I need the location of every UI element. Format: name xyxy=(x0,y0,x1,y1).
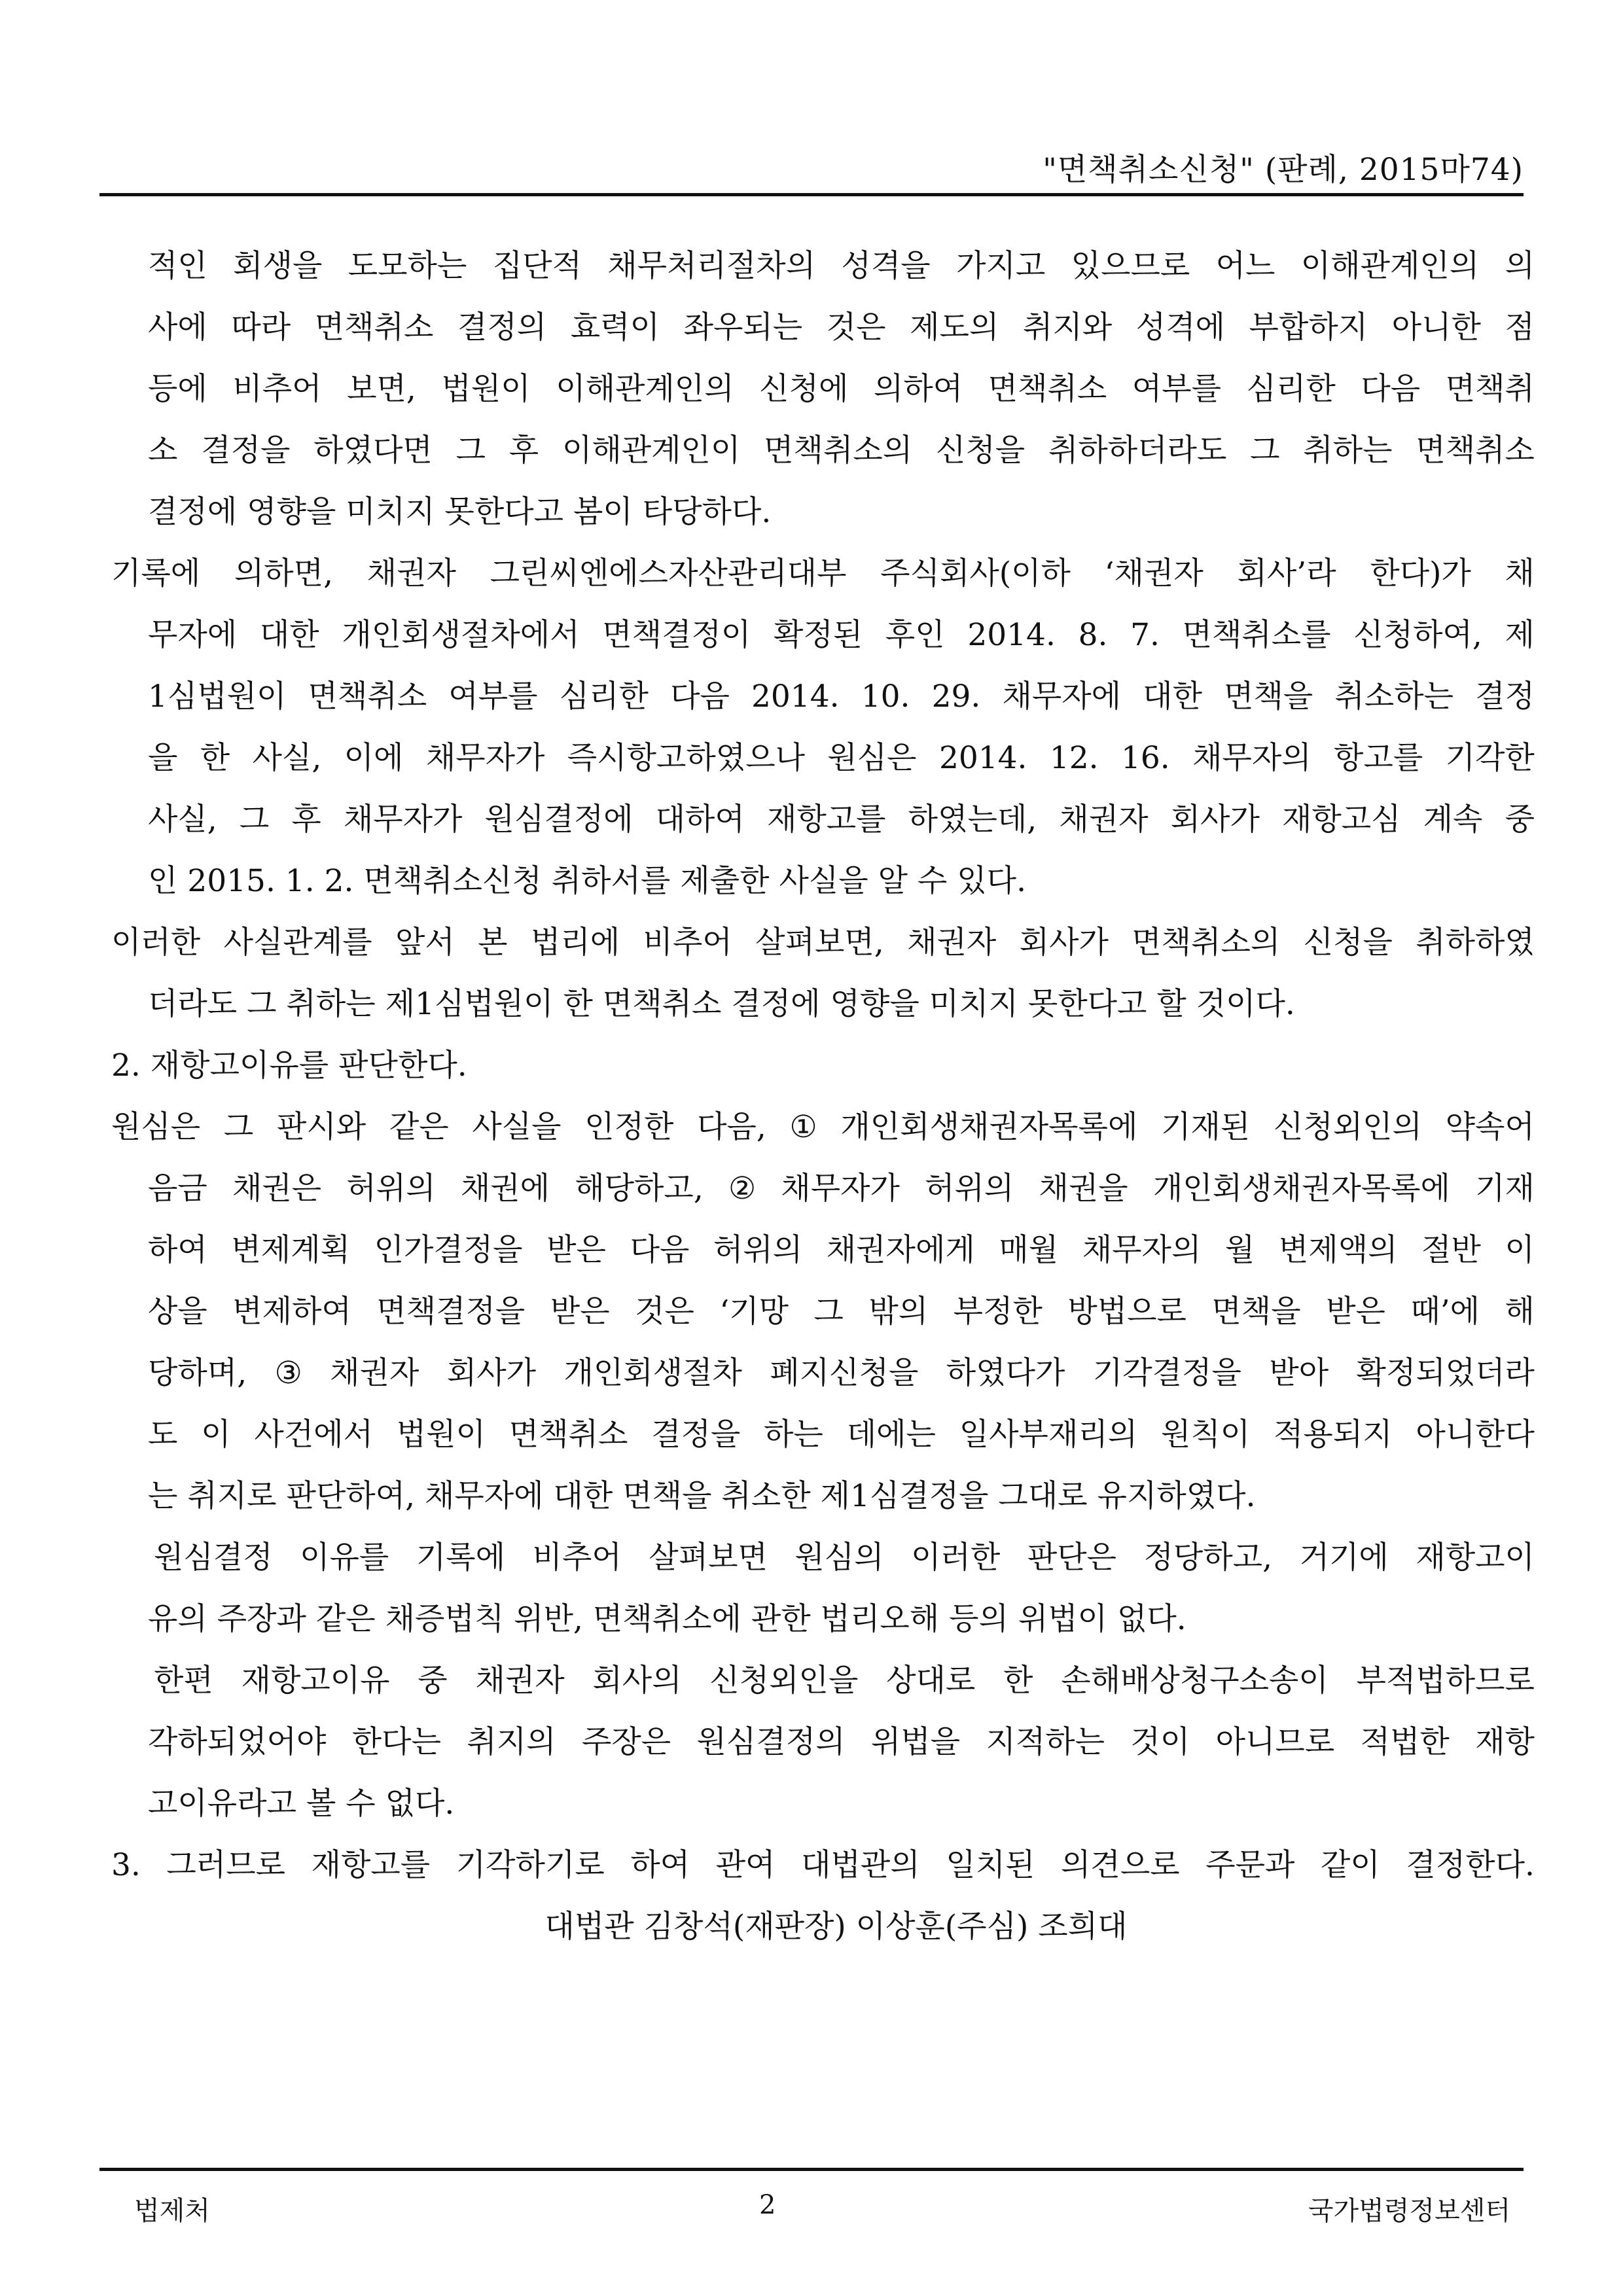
word: 살펴보면 xyxy=(649,1540,768,1576)
word: 16. xyxy=(1120,740,1170,776)
word: 면책결정을 xyxy=(376,1294,526,1330)
word: 허위의 xyxy=(346,1171,436,1207)
word: 여부를 xyxy=(448,679,538,715)
word: 중 xyxy=(1505,802,1535,838)
word: 3. xyxy=(111,1847,141,1883)
word: 하였다면 xyxy=(313,433,433,468)
word: 취하하더라도 xyxy=(1048,433,1227,468)
text-line xyxy=(111,543,1535,605)
word: 회사가 xyxy=(446,1355,537,1391)
footer-source: 국가법령정보센터 xyxy=(1308,2196,1510,2226)
word: 채무처리절차의 xyxy=(607,248,816,284)
word: 아니한다 xyxy=(1416,1417,1535,1453)
word: 취지와 xyxy=(1022,309,1113,345)
word: 결정을 xyxy=(201,433,291,468)
word: 관여 xyxy=(715,1847,776,1883)
word: 여부를 xyxy=(1132,371,1222,407)
word: 기재된 xyxy=(1161,1109,1251,1145)
word: 하는 xyxy=(764,1417,823,1453)
word: 다음 xyxy=(630,1232,690,1268)
word: 지적하는 xyxy=(986,1724,1105,1760)
word: 항고를 xyxy=(1334,740,1423,776)
word: 아니므로 xyxy=(1215,1724,1335,1760)
word: 채무자가 xyxy=(425,740,545,776)
word: 기각한 xyxy=(1445,740,1535,776)
text-line xyxy=(111,1343,1535,1404)
word: 10. xyxy=(861,679,910,715)
word: 일사부재리의 xyxy=(959,1417,1138,1453)
word: 대하여 xyxy=(655,802,745,838)
word: 면책취소 xyxy=(308,679,427,715)
word: 의하여 xyxy=(873,371,963,407)
word: 취하하였 xyxy=(1416,925,1535,961)
word: 재항고심 xyxy=(1281,802,1401,838)
word: 다음 xyxy=(670,679,730,715)
word: 따라 xyxy=(231,309,291,345)
word: 절반 xyxy=(1421,1232,1481,1268)
word: ① xyxy=(789,1109,817,1145)
word: 후 xyxy=(508,433,539,468)
word: 채권을 xyxy=(1039,1171,1128,1207)
word: 한 xyxy=(200,740,230,776)
text-line xyxy=(111,1835,1535,1896)
word: 29. xyxy=(931,679,981,715)
word: 신청하여, xyxy=(1353,617,1482,653)
word: 결정한다. xyxy=(1406,1847,1535,1883)
word: 해 xyxy=(1505,1294,1535,1330)
word: 같이 xyxy=(1320,1847,1380,1883)
word: 때’에 xyxy=(1410,1294,1480,1330)
word: 손해배상청구소송이 xyxy=(1061,1663,1329,1699)
word: 회사가 xyxy=(1170,802,1260,838)
word: 한다는 xyxy=(351,1724,441,1760)
word: 기록에 xyxy=(111,556,201,592)
word: 면책결정이 xyxy=(602,617,751,653)
word: 제도의 xyxy=(910,309,999,345)
word: 매월 xyxy=(999,1232,1059,1268)
word: 재항고이 xyxy=(1416,1540,1535,1576)
word: 적법한 xyxy=(1360,1724,1450,1760)
word: 어느 xyxy=(1215,248,1275,284)
word: 허위의 xyxy=(925,1171,1014,1207)
word: 채무자에 xyxy=(1002,679,1122,715)
word: 결정 xyxy=(1475,679,1535,715)
word: 면책취소를 xyxy=(1182,617,1331,653)
word: ③ xyxy=(274,1355,302,1391)
word: 이유를 xyxy=(300,1540,389,1576)
word: 채권자 xyxy=(1059,802,1149,838)
word: 개인회생절차에서 xyxy=(342,617,580,653)
word: 같은 xyxy=(389,1109,449,1145)
word: 원심의 xyxy=(794,1540,884,1576)
text-line xyxy=(111,1220,1535,1281)
word: 사에 xyxy=(148,309,207,345)
word: 면책취소 xyxy=(1416,433,1535,468)
text-line xyxy=(111,1712,1535,1773)
page-header-title: "면책취소신청" (판례, 2015마74) xyxy=(1043,152,1524,188)
word: 신청을 xyxy=(935,433,1026,468)
word: 면책취소 xyxy=(314,309,434,345)
text-line xyxy=(111,420,1535,482)
word: 월 xyxy=(1224,1232,1255,1268)
word: 채무자가 xyxy=(781,1171,900,1207)
word: 채권자 xyxy=(366,556,456,592)
text-line xyxy=(111,728,1535,789)
word: 당하며, xyxy=(148,1355,247,1391)
word: 재항 xyxy=(1475,1724,1535,1760)
word: 확정되었더라 xyxy=(1356,1355,1535,1391)
word: 재항고이유 xyxy=(241,1663,390,1699)
word: 재항고를 xyxy=(311,1847,431,1883)
word: 확정된 xyxy=(773,617,863,653)
word: 심리한 xyxy=(559,679,649,715)
word: 보면, xyxy=(347,371,416,407)
word: 적용되지 xyxy=(1273,1417,1393,1453)
word: 것은 xyxy=(635,1294,694,1330)
text-line: 인 2015. 1. 2. 면책취소신청 취하서를 제출한 사실을 알 수 있다. xyxy=(148,863,1027,899)
text-line xyxy=(111,605,1535,666)
page-number: 2 xyxy=(759,2190,776,2220)
word: 개인회생채권자목록에 xyxy=(840,1109,1138,1145)
word: 신청에 xyxy=(759,371,849,407)
word: 사실관계를 xyxy=(223,925,372,961)
word: 개인회생절차 xyxy=(563,1355,742,1391)
word: 면책취소의 xyxy=(764,433,913,468)
word: 의견으로 xyxy=(1061,1847,1180,1883)
word: 의 xyxy=(1505,248,1535,284)
justices-signature: 대법관 김창석(재판장) 이상훈(주심) 조희대 xyxy=(544,1909,1128,1945)
word: 채권은 xyxy=(232,1171,322,1207)
word: 대한 xyxy=(1143,679,1202,715)
word: 부합하지 xyxy=(1249,309,1368,345)
word: 다음 xyxy=(1361,371,1421,407)
word: 비추어 xyxy=(643,925,732,961)
word: 기각결정을 xyxy=(1092,1355,1241,1391)
footer-publisher: 법제처 xyxy=(134,2196,210,2226)
word: 비추어 xyxy=(532,1540,622,1576)
word: 하여 xyxy=(630,1847,690,1883)
word: 이러한 xyxy=(911,1540,1001,1576)
text-line xyxy=(111,1281,1535,1343)
word: ② xyxy=(728,1171,757,1207)
word: 면책취소 xyxy=(508,1417,628,1453)
word: 신청외인의 xyxy=(1273,1109,1422,1145)
word: 원심결정 xyxy=(154,1540,273,1576)
word: ‘기망 xyxy=(719,1294,789,1330)
word: 본 xyxy=(478,925,508,961)
word: 2014. xyxy=(938,740,1027,776)
word: 인정한 xyxy=(584,1109,674,1145)
word: 있으므로 xyxy=(1071,248,1190,284)
text-line xyxy=(111,1650,1535,1712)
word: 원심결정에 xyxy=(484,802,633,838)
word: 좌우되는 xyxy=(683,309,803,345)
text-line xyxy=(111,359,1535,420)
word: 그러므로 xyxy=(166,1847,286,1883)
word: 후 xyxy=(291,802,321,838)
word: 법리에 xyxy=(530,925,620,961)
word: 채권자 xyxy=(475,1663,565,1699)
word: 이해관계인의 xyxy=(1300,248,1480,284)
word: 법원이 xyxy=(396,1417,486,1453)
word: 그 xyxy=(1250,433,1280,468)
text-line: 고이유라고 볼 수 없다. xyxy=(148,1786,455,1822)
word: 심리한 xyxy=(1246,371,1336,407)
word: ‘채권자 xyxy=(1104,556,1204,592)
word: 정당하고, xyxy=(1143,1540,1273,1576)
word: 재항고를 xyxy=(766,802,886,838)
word: 가지고 xyxy=(956,248,1046,284)
word: 채권자 xyxy=(330,1355,419,1391)
word: 채권에 xyxy=(460,1171,550,1207)
word: 원칙이 xyxy=(1160,1417,1251,1453)
word: 회사의 xyxy=(592,1663,682,1699)
word: 데에는 xyxy=(846,1417,936,1453)
word: 성격에 xyxy=(1135,309,1225,345)
word: 부정한 xyxy=(953,1294,1043,1330)
word: 즉시항고하였으나 xyxy=(567,740,805,776)
word: 기재 xyxy=(1475,1171,1535,1207)
word: 그린씨엔에스자산관리대부 xyxy=(490,556,847,592)
word: 것은 xyxy=(826,309,886,345)
word: 약속어 xyxy=(1445,1109,1535,1145)
word: 이 xyxy=(201,1417,231,1453)
word: 하였는데, xyxy=(908,802,1037,838)
word: 주장은 xyxy=(581,1724,671,1760)
word: 12. xyxy=(1049,740,1099,776)
word: 폐지신청을 xyxy=(770,1355,919,1391)
word: 성격을 xyxy=(841,248,931,284)
word: 그 xyxy=(813,1294,844,1330)
word: 면책취 xyxy=(1445,371,1535,407)
word: 판시와 xyxy=(276,1109,366,1145)
word: 적인 xyxy=(148,248,207,284)
word: 그 xyxy=(223,1109,254,1145)
word: 판단은 xyxy=(1027,1540,1117,1576)
word: 이 xyxy=(1505,1232,1535,1268)
text-line xyxy=(111,1097,1535,1158)
word: 원심은 xyxy=(111,1109,201,1145)
word: 도모하는 xyxy=(348,248,467,284)
word: 회사’라 xyxy=(1237,556,1336,592)
word: 8. xyxy=(1078,617,1108,653)
word: 이해관계인이 xyxy=(562,433,741,468)
word: 면책을 xyxy=(1211,1294,1301,1330)
word: 변제하여 xyxy=(232,1294,351,1330)
word: 채 xyxy=(1505,556,1535,592)
word: 등에 xyxy=(148,371,207,407)
decision-body xyxy=(111,236,1535,1958)
word: 상대로 xyxy=(886,1663,976,1699)
word: 회생을 xyxy=(233,248,323,284)
word: 을 xyxy=(148,740,178,776)
text-line xyxy=(111,1527,1535,1589)
word: 신청을 xyxy=(1303,925,1393,961)
word: 받은 xyxy=(1326,1294,1385,1330)
header-divider xyxy=(99,193,1524,196)
word: 취지의 xyxy=(467,1724,556,1760)
word: 원심결정의 xyxy=(696,1724,846,1760)
word: 점 xyxy=(1505,309,1535,345)
word: 이에 xyxy=(344,740,404,776)
text-line xyxy=(111,236,1535,297)
word: 받은 xyxy=(546,1232,606,1268)
word: 다음, xyxy=(697,1109,766,1145)
word: 채무자의 xyxy=(1082,1232,1202,1268)
word: 대한 xyxy=(259,617,319,653)
word: 중 xyxy=(418,1663,448,1699)
word: 주식회사(이하 xyxy=(880,556,1071,592)
word: 살펴보면, xyxy=(755,925,884,961)
word: 이해관계인의 xyxy=(556,371,734,407)
word: 면책취소 xyxy=(988,371,1107,407)
word: 이러한 xyxy=(111,925,201,961)
word: 하여 xyxy=(148,1232,207,1268)
word: 신청외인을 xyxy=(709,1663,859,1699)
word: 사실, xyxy=(148,802,217,838)
word: 음금 xyxy=(148,1171,207,1207)
word: 대법관의 xyxy=(801,1847,920,1883)
word: 후인 xyxy=(885,617,945,653)
word: 하였다가 xyxy=(946,1355,1065,1391)
text-line: 더라도 그 취하는 제1심법원이 한 면책취소 결정에 영향을 미치지 못한다고 할 것이다. xyxy=(148,986,1295,1022)
text-line xyxy=(111,1404,1535,1466)
word: 회사가 xyxy=(1019,925,1109,961)
word: 일치된 xyxy=(946,1847,1035,1883)
word: 법원이 xyxy=(441,371,531,407)
word: 도 xyxy=(148,1417,178,1453)
word: 각하되었어야 xyxy=(148,1724,327,1760)
word: 위법을 xyxy=(870,1724,961,1760)
text-line xyxy=(111,666,1535,728)
word: 1심법원이 xyxy=(148,679,287,715)
word: 개인회생채권자목록에 xyxy=(1152,1171,1450,1207)
word: 사실, xyxy=(252,740,322,776)
word: 제 xyxy=(1505,617,1535,653)
word: 2014. xyxy=(751,679,840,715)
word: 방법으로 xyxy=(1067,1294,1186,1330)
word: 집단적 xyxy=(492,248,582,284)
word: 밖의 xyxy=(868,1294,929,1330)
word: 주문과 xyxy=(1205,1847,1295,1883)
word: 것이 xyxy=(1130,1724,1190,1760)
text-line: 는 취지로 판단하여, 채무자에 대한 면책을 취소한 제1심결정을 그대로 유지하였다. xyxy=(148,1478,1256,1514)
word: 기각하기로 xyxy=(455,1847,605,1883)
word: 취소하는 xyxy=(1334,679,1454,715)
text-line xyxy=(111,912,1535,974)
word: 변제계획 xyxy=(231,1232,350,1268)
text-line: 유의 주장과 같은 채증법칙 위반, 면책취소에 관한 법리오해 등의 위법이 없다. xyxy=(148,1601,1186,1637)
word: 받은 xyxy=(550,1294,610,1330)
word: 그 xyxy=(455,433,486,468)
word: 사건에서 xyxy=(254,1417,373,1453)
section-heading: 2. 재항고이유를 판단한다. xyxy=(111,1048,467,1084)
word: 결정을 xyxy=(651,1417,741,1453)
word: 채무자의 xyxy=(1192,740,1311,776)
word: 무자에 xyxy=(148,617,238,653)
word: 결정의 xyxy=(457,309,547,345)
word: 효력이 xyxy=(570,309,660,345)
word: 기록에 xyxy=(416,1540,506,1576)
word: 부적법하므로 xyxy=(1356,1663,1535,1699)
word: 채권자 xyxy=(907,925,997,961)
word: 의하면, xyxy=(234,556,334,592)
word: 비추어 xyxy=(232,371,322,407)
text-line xyxy=(111,1158,1535,1220)
word: 받아 xyxy=(1269,1355,1329,1391)
word: 원심은 xyxy=(827,740,917,776)
word: 한다)가 xyxy=(1370,556,1471,592)
word: 채권자에게 xyxy=(826,1232,975,1268)
word: 한편 xyxy=(154,1663,213,1699)
word: 해당하고, xyxy=(575,1171,704,1207)
word: 앞서 xyxy=(395,925,455,961)
word: 변제액의 xyxy=(1278,1232,1398,1268)
word: 계속 xyxy=(1423,802,1483,838)
word: 사실을 xyxy=(472,1109,562,1145)
word: 면책을 xyxy=(1224,679,1313,715)
word: 7. xyxy=(1130,617,1160,653)
word: 그 xyxy=(239,802,270,838)
text-line xyxy=(111,297,1535,359)
footer-divider xyxy=(99,2168,1524,2171)
word: 상을 xyxy=(148,1294,207,1330)
word: 소 xyxy=(148,433,178,468)
word: 채무자가 xyxy=(343,802,463,838)
word: 한 xyxy=(1003,1663,1033,1699)
text-line xyxy=(111,789,1535,851)
word: 거기에 xyxy=(1299,1540,1389,1576)
word: 2014. xyxy=(967,617,1056,653)
word: 취하는 xyxy=(1303,433,1393,468)
word: 허위의 xyxy=(713,1232,803,1268)
word: 아니한 xyxy=(1391,309,1481,345)
text-line: 결정에 영향을 미치지 못한다고 봄이 타당하다. xyxy=(148,494,772,530)
word: 면책취소의 xyxy=(1132,925,1281,961)
word: 인가결정을 xyxy=(374,1232,523,1268)
